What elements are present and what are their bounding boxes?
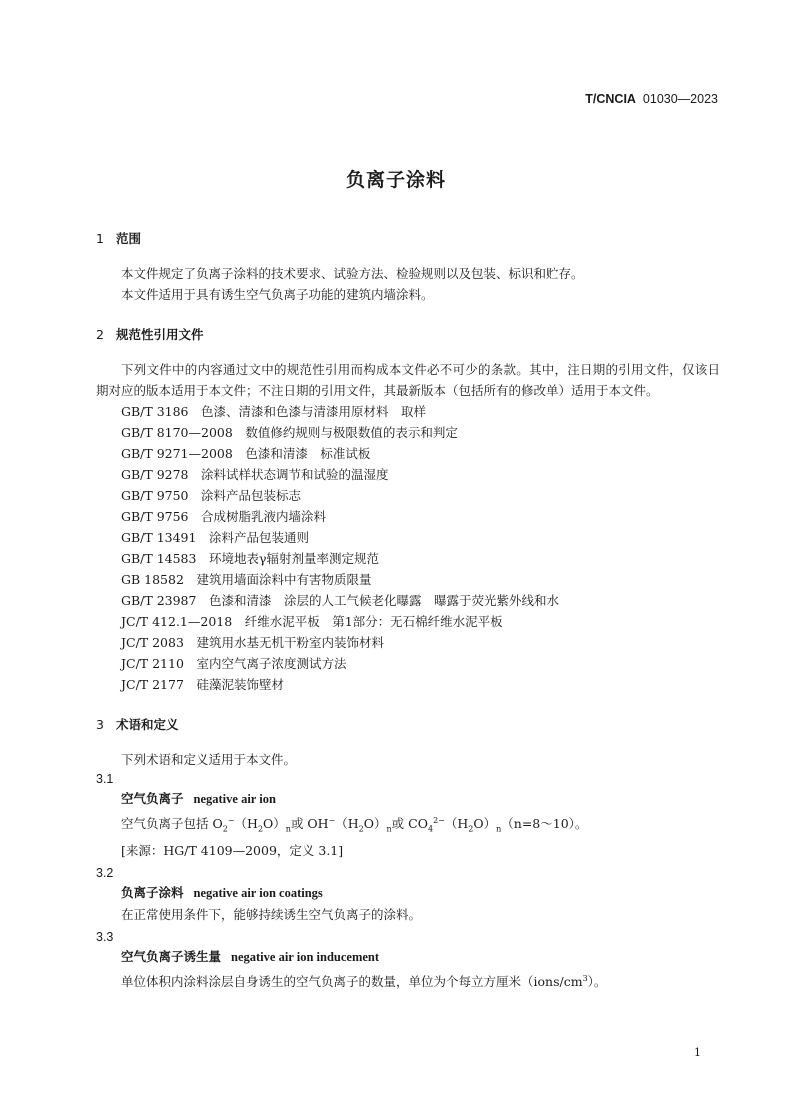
term-number: 3.2 (96, 865, 114, 880)
paragraph: 下列文件中的内容通过文中的规范性引用而构成本文件必不可少的条款。其中，注日期的引用文件，仅该日期对应的版本适用于本文件；不注日期的引用文件，其最新版本（包括所有的修改单）适用于本文件。 (96, 362, 720, 398)
term-en: negative air ion coatings (193, 885, 323, 900)
section-1-heading (96, 231, 720, 247)
reference-item: GB/T 9278 涂料试样状态调节和试验的温湿度 (121, 467, 389, 482)
standard-code: 01030—2023 (642, 92, 718, 106)
reference-item: GB/T 14583 环境地表γ辐射剂量率测定规范 (121, 551, 379, 566)
reference-item: GB/T 9271—2008 色漆和清漆 标准试板 (121, 446, 371, 461)
standard-number (585, 92, 718, 106)
term-number: 3.1 (96, 772, 114, 786)
reference-list (96, 401, 720, 695)
page-number: 1 (694, 1046, 701, 1059)
term-definition: 在正常使用条件下，能够持续诱生空气负离子的涂料。 (121, 906, 422, 922)
paragraph: 本文件适用于具有诱生空气负离子功能的建筑内墙涂料。 (121, 287, 434, 302)
reference-item: JC/T 2083 建筑用水基无机干粉室内装饰材料 (121, 635, 384, 650)
term-en: negative air ion (193, 792, 276, 806)
term-entry (96, 882, 720, 904)
term-en: negative air ion inducement (231, 949, 380, 964)
paragraph: 本文件规定了负离子涂料的技术要求、试验方法、检验规则以及包装、标识和贮存。 (121, 266, 584, 281)
document-body (96, 231, 720, 992)
term-zh: 空气负离子 (121, 791, 184, 806)
reference-item: GB/T 9750 涂料产品包装标志 (121, 488, 302, 503)
term-definition: 单位体积内涂料涂层自身诱生的空气负离子的数量，单位为个每立方厘米$(ions/cm^3)$。 (121, 973, 607, 989)
section-number: 2 (96, 327, 104, 342)
reference-item: JC/T 2110 室内空气离子浓度测试方法 (121, 656, 347, 671)
reference-item: GB/T 8170—2008 数值修约规则与极限数值的表示和判定 (121, 425, 458, 440)
reference-item: JC/T 2177 硅藻泥装饰壁材 (121, 677, 284, 692)
reference-item: GB/T 3186 色漆、清漆和色漆与清漆用原材料 取样 (121, 404, 427, 419)
section-number: 1 (96, 231, 104, 246)
reference-item: GB/T 23987 色漆和清漆 涂层的人工气候老化曝露 曝露于荧光紫外线和水 (121, 593, 559, 608)
section-number: 3 (96, 717, 104, 732)
reference-item: JC/T 412.1—2018 纤维水泥平板 第1部分：无石棉纤维水泥平板 (121, 614, 503, 629)
term-number: 3.3 (96, 929, 114, 944)
section-2-heading (96, 327, 720, 343)
term-entry (96, 788, 720, 810)
term-zh: 空气负离子诱生量 (121, 948, 222, 964)
term-zh: 负离子涂料 (121, 884, 184, 900)
reference-item: GB/T 13491 涂料产品包装通则 (121, 530, 309, 545)
standard-org: T/CNCIA (585, 92, 636, 106)
reference-item: GB 18582 建筑用墙面涂料中有害物质限量 (121, 572, 372, 587)
term-source: [来源：HG/T 4109—2009，定义 3.1] (121, 842, 344, 858)
section-3-heading (96, 717, 720, 733)
reference-item: GB/T 9756 合成树脂乳液内墙涂料 (121, 509, 327, 524)
document-title: 负离子涂料 (345, 169, 446, 191)
section-title: 范围 (116, 231, 142, 246)
term-definition: 空气负离子包括 $O_2^-(H_2O)_n$或 $OH^-(H_2O)_n$或 $CO_4^{2-}(H_2O)_n(n=8\sim 10)$。 (121, 816, 588, 834)
paragraph: 下列术语和定义适用于本文件。 (121, 752, 297, 767)
section-title: 术语和定义 (116, 717, 179, 732)
section-title: 规范性引用文件 (116, 327, 204, 342)
term-entry (96, 946, 720, 968)
